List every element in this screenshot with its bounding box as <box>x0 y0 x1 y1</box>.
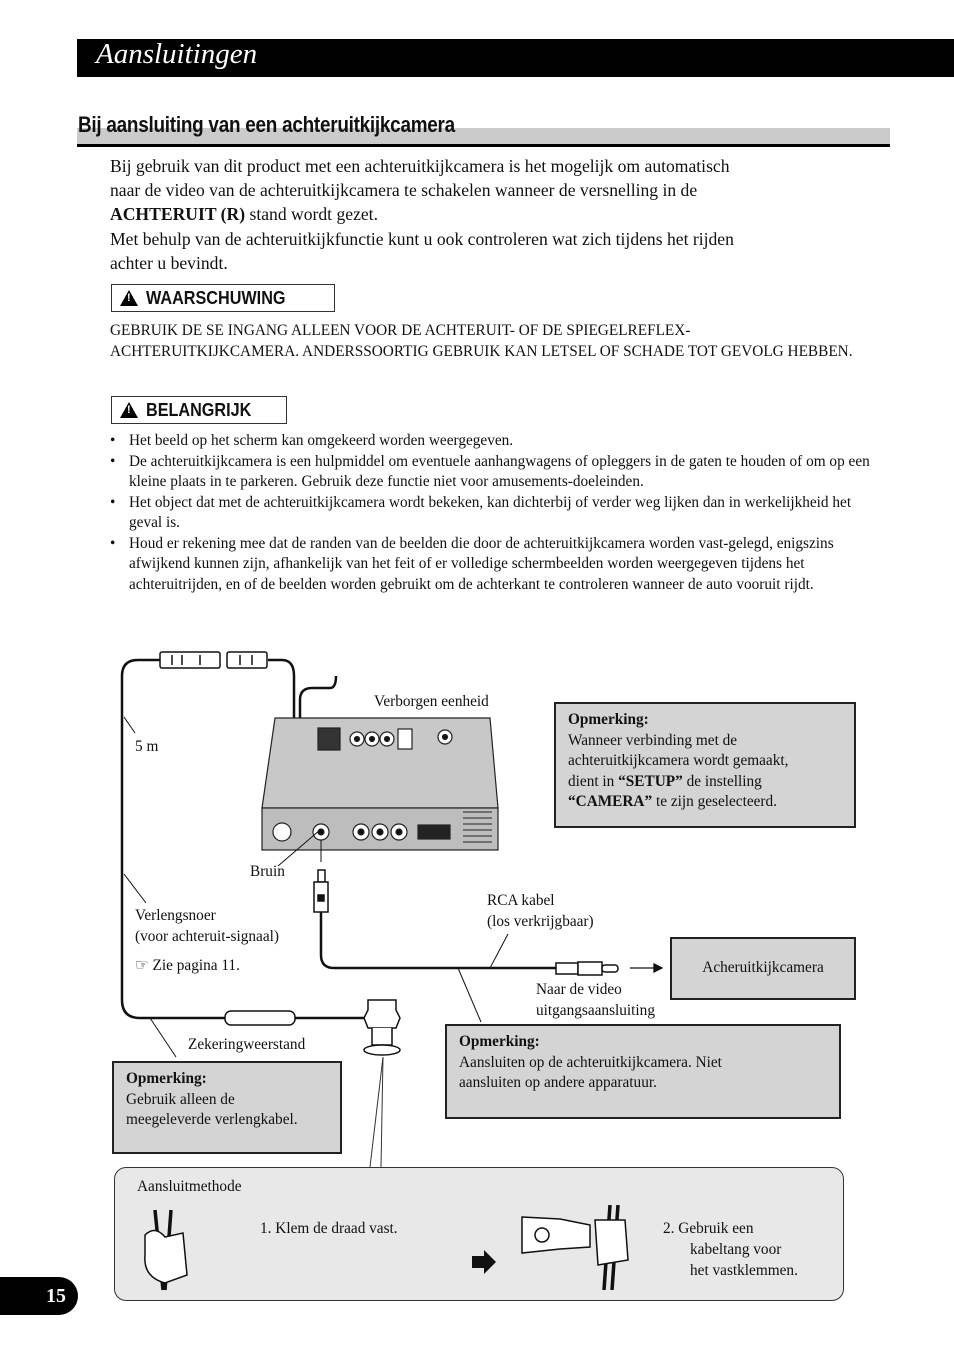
extension-cord-line: Verlengsnoer <box>135 907 216 924</box>
list-item: • Houd er rekening mee dat de randen van de beelden die door de achteruitkijkcamera worden vast-gelegd, enigszins afwijkend kunnen zijn, afhankelijk van het feit of er volledige schermbeelden worden weergegeven tijdens het achteruitrijden, en of de beelden worden gebruikt om de achterkant te controleren wanneer de auto vooruit rijdt. <box>110 534 870 596</box>
method-step-2-line: kabeltang voor <box>690 1241 782 1258</box>
note-heading: Opmerking: <box>126 1070 207 1087</box>
method-step-2-line: 2. Gebruik een <box>663 1220 754 1237</box>
extension-connector-icon <box>160 652 267 668</box>
list-item: • De achteruitkijkcamera is een hulpmiddel om eventuele aanhangwagens of opleggers in de gaten te houden of om op een kleine plaats in te parkeren. Gebruik deze functie niet voor amusements-doeleinden. <box>110 452 870 493</box>
step-arrow-icon <box>470 1250 498 1274</box>
clip-wire-icon <box>135 1205 205 1295</box>
rca-cable-label <box>487 890 594 932</box>
important-label: BELANGRIJK <box>146 399 252 420</box>
splice-clip-icon <box>364 1000 400 1055</box>
rca-plug-icon <box>314 870 328 912</box>
note-text: de instelling <box>682 772 762 790</box>
fuse-label: Zekeringweerstand <box>188 1036 306 1053</box>
note-setup-camera <box>554 702 856 828</box>
page-number: 15 <box>0 1277 78 1315</box>
list-item: • Het beeld op het scherm kan omgekeerd worden weergegeven. <box>110 431 870 452</box>
note-bold: “CAMERA” <box>568 793 653 810</box>
arrow-right-icon <box>630 964 662 972</box>
note-heading: Opmerking: <box>459 1033 540 1050</box>
note-line: achteruitkijkcamera wordt gemaakt, <box>568 752 789 769</box>
note-heading: Opmerking: <box>568 711 649 728</box>
note-line: aansluiten op andere apparatuur. <box>459 1074 657 1091</box>
see-page-text: Zie pagina 11. <box>152 957 240 974</box>
chapter-title: Aansluitingen <box>96 38 258 70</box>
pointing-hand-icon: ☞ <box>135 957 149 974</box>
method-title: Aansluitmethode <box>137 1178 242 1195</box>
note-line <box>568 772 842 793</box>
hidden-unit-icon <box>262 718 498 850</box>
camera-plug-icon <box>556 962 618 975</box>
method-step-2-line: het vastklemmen. <box>690 1262 798 1279</box>
extension-cord-line: (voor achteruit-signaal) <box>135 928 279 945</box>
intro-line: achter u bevindt. <box>110 252 228 273</box>
note-camera-only <box>445 1024 841 1119</box>
intro-line: Bij gebruik van dit product met een achteruitkijkcamera is het mogelijk om automatisch <box>110 156 730 176</box>
intro-line: naar de video van de achteruitkijkcamera te schakelen wanneer de versnelling in de <box>110 180 698 201</box>
video-output-line: Naar de video <box>536 981 622 998</box>
camera-label: Acheruitkijkcamera <box>702 959 824 977</box>
video-output-label <box>536 979 655 1021</box>
warning-label: WAARSCHUWING <box>146 287 286 308</box>
length-label: 5 m <box>135 738 159 755</box>
intro-bold: ACHTERUIT (R) <box>110 204 246 225</box>
note-line: meegeleverde verlengkabel. <box>126 1111 298 1128</box>
crimping-pliers-icon <box>520 1205 640 1290</box>
note-line: Gebruik alleen de <box>126 1090 235 1108</box>
method-step-2 <box>663 1218 798 1281</box>
intro-text: stand wordt gezet. <box>245 204 378 225</box>
list-item: • Het object dat met de achteruitkijkcamera wordt bekeken, kan dichterbij of verder weg lijken dan in werkelijkheid het geval is. <box>110 493 870 534</box>
note-extension-cable <box>112 1061 342 1154</box>
rca-cable-line: (los verkrijgbaar) <box>487 913 594 930</box>
video-output-line: uitgangsaansluiting <box>536 1002 655 1019</box>
hidden-unit-label: Verborgen eenheid <box>374 693 489 710</box>
callout-lines <box>370 1057 383 1167</box>
see-page-reference <box>135 955 240 976</box>
warning-text: GEBRUIK DE SE INGANG ALLEEN VOOR DE ACHTERUIT- OF DE SPIEGELREFLEX-ACHTERUITKIJKCAMERA. ANDERSSOORTIG GEBRUIK KAN LETSEL OF SCHADE TOT GEVOLG HEBBEN. <box>110 322 853 360</box>
note-text: te zijn geselecteerd. <box>652 793 777 810</box>
extension-cord-label <box>135 905 279 947</box>
method-step-1: 1. Klem de draad vast. <box>260 1220 398 1237</box>
intro-line: Met behulp van de achteruitkijkfunctie kunt u ook controleren wat zich tijdens het rijden <box>110 228 734 249</box>
note-line: Aansluiten op de achteruitkijkcamera. Niet <box>459 1053 722 1071</box>
rca-cable-line: RCA kabel <box>487 892 555 909</box>
note-text: dient in <box>568 772 619 790</box>
note-line: Wanneer verbinding met de <box>568 731 738 749</box>
note-bold: “SETUP” <box>618 772 683 790</box>
camera-box <box>670 937 856 1000</box>
brown-wire-label: Bruin <box>250 863 285 880</box>
section-title: Bij aansluiting van een achteruitkijkcamera <box>78 112 455 137</box>
note-line <box>568 792 842 813</box>
fuse-icon <box>225 1011 295 1025</box>
